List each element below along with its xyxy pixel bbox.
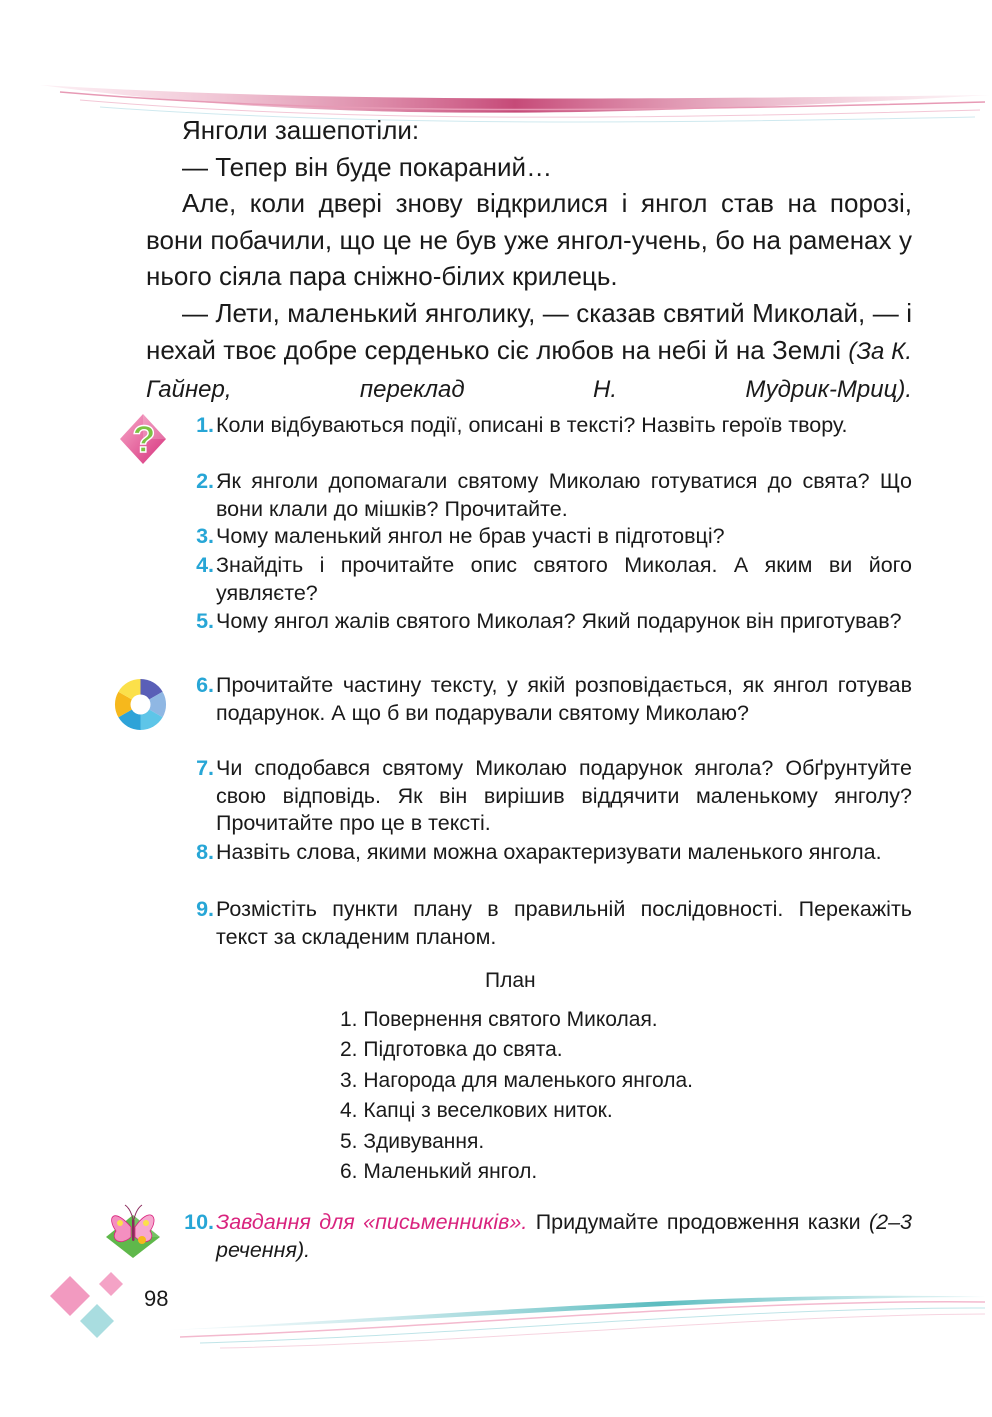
task-number: 10. bbox=[184, 1210, 214, 1234]
question-item bbox=[178, 468, 912, 523]
plan-item: 1. Повернення святого Миколая. bbox=[340, 1008, 658, 1031]
svg-text:?: ? bbox=[132, 419, 156, 461]
plan-item: 4. Капці з веселкових ниток. bbox=[340, 1099, 613, 1123]
question-text: Знайдіть і прочитайте опис святого Миколая. А яким ви його уявляєте? bbox=[216, 553, 912, 605]
task-body: Придумайте продовження казки bbox=[527, 1210, 869, 1234]
question-item bbox=[178, 412, 912, 440]
question-number: 3. bbox=[196, 524, 214, 548]
question-text: Чи сподобався святому Миколаю подарунок янгола? Обґрунтуйте свою відповідь. Як він вирішив віддячити маленькому янголу? Прочитайте про це в тексті. bbox=[216, 756, 912, 835]
plan-item: 6. Маленький янгол. bbox=[340, 1159, 538, 1183]
page-number: 98 bbox=[144, 1286, 169, 1311]
question-item bbox=[178, 552, 912, 607]
question-item bbox=[178, 672, 912, 727]
question-number: 4. bbox=[196, 553, 214, 577]
source-note: (За К. Гайнер, переклад Н. Мудрик-Мриц). bbox=[146, 337, 912, 404]
question-text: Коли відбуваються події, описані в тексті? Назвіть героїв твору. bbox=[216, 413, 848, 437]
story-paragraph: — Тепер він буде покараний… bbox=[182, 151, 553, 182]
story-paragraph-final bbox=[146, 295, 912, 409]
question-text: Чому янгол жалів святого Миколая? Який подарунок він приготував? bbox=[216, 609, 902, 633]
decorative-diamonds bbox=[42, 1268, 132, 1338]
story-paragraph-text: — Лети, маленький янголику, — сказав святий Миколай, — і нехай твоє добре серденько сіє любов на небі й на Землі bbox=[146, 297, 912, 365]
question-text: Як янголи допомагали святому Миколаю готуватися до свята? Що вони клали до мішків? Прочитайте. bbox=[216, 469, 912, 521]
butterfly-icon bbox=[104, 1197, 162, 1259]
question-text: Прочитайте частину тексту, у якій розповідається, як янгол готував подарунок. А що б ви подарували святому Миколаю? bbox=[216, 673, 912, 725]
question-number: 7. bbox=[196, 756, 214, 780]
question-number: 8. bbox=[196, 840, 214, 864]
question-number: 1. bbox=[196, 413, 214, 437]
plan-item: 3. Нагорода для маленького янгола. bbox=[340, 1068, 694, 1092]
question-item bbox=[178, 896, 912, 951]
question-text: Розмістіть пункти плану в правильній послідовності. Перекажіть текст за складеним планом. bbox=[216, 897, 912, 949]
task-note: (2–3 речення). bbox=[216, 1210, 912, 1262]
question-number: 6. bbox=[196, 673, 214, 697]
story-paragraph: Але, коли двері знову відкрилися і янгол став на порозі, вони побачили, що це не був уже янгол-учень, бо на раменах у нього сіяла пара сніжно-білих крилець. bbox=[146, 188, 912, 292]
story-text bbox=[146, 112, 912, 409]
question-item bbox=[178, 608, 912, 636]
question-item bbox=[178, 523, 912, 551]
question-item bbox=[178, 755, 912, 838]
question-text: Назвіть слова, якими можна охарактеризувати маленького янгола. bbox=[216, 840, 882, 864]
plan-title: План bbox=[485, 969, 536, 992]
question-text: Чому маленький янгол не брав участі в підготовці? bbox=[216, 524, 725, 548]
question-mark-diamond-icon bbox=[118, 412, 168, 466]
task-lead: Завдання для «письменників». bbox=[216, 1210, 528, 1234]
color-wheel-icon bbox=[113, 677, 168, 732]
question-number: 5. bbox=[196, 609, 214, 633]
story-paragraph: Янголи зашепотіли: bbox=[182, 115, 420, 145]
plan-list bbox=[340, 1005, 693, 1187]
question-number: 2. bbox=[196, 469, 214, 493]
plan-item: 5. Здивування. bbox=[340, 1129, 485, 1153]
question-item bbox=[178, 839, 912, 867]
question-number: 9. bbox=[196, 897, 214, 921]
plan-item: 2. Підготовка до свята. bbox=[340, 1038, 563, 1062]
